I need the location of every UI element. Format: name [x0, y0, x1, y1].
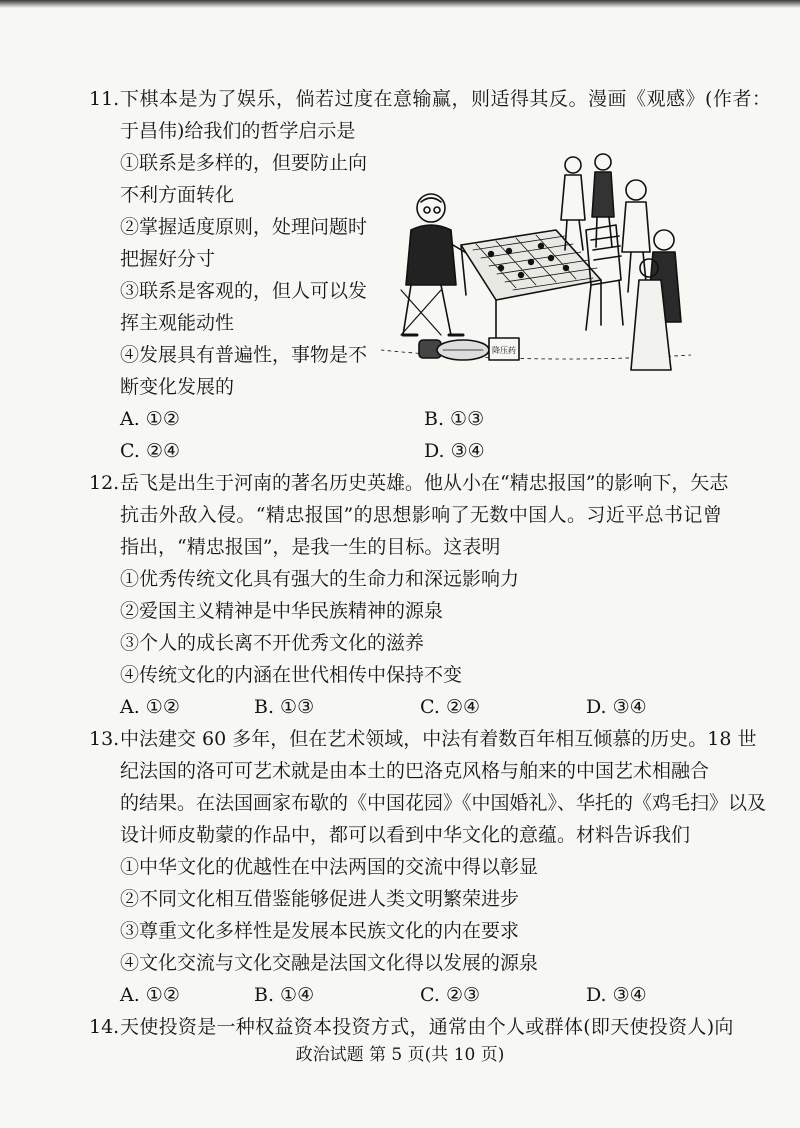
q11-statement-1b: 不利方面转化 — [120, 184, 235, 206]
q13-option-b: B. ①④ — [254, 984, 315, 1006]
q11-number: 11. — [89, 88, 120, 110]
q12-statement-1: ①优秀传统文化具有强大的生命力和深远影响力 — [120, 568, 520, 590]
q13-stem-line-3: 的结果。在法国画家布歇的《中国花园》《中国婚礼》、华托的《鸡毛扫》以及 — [120, 792, 767, 814]
q13-stem-line-4: 设计师皮勒蒙的作品中，都可以看到中华文化的意蕴。材料告诉我们 — [120, 824, 691, 846]
q13-option-a: A. ①② — [120, 984, 180, 1006]
q11-option-c: C. ②④ — [120, 440, 181, 462]
q13-statement-1: ①中华文化的优越性在中法两国的交流中得以彰显 — [120, 856, 539, 878]
q13-stem-line-2: 纪法国的洛可可艺术就是由本土的巴洛克风格与舶来的中国艺术相融合 — [120, 760, 710, 782]
q11-option-a: A. ①② — [120, 408, 180, 430]
q13-option-c: C. ②③ — [420, 984, 481, 1006]
q13-statement-4: ④文化交流与文化交融是法国文化得以发展的源泉 — [120, 952, 539, 974]
q11-statement-2a: ②掌握适度原则，处理问题时 — [120, 216, 368, 238]
scan-top-edge — [0, 0, 800, 8]
q12-option-a: A. ①② — [120, 696, 180, 718]
q11-statement-1a: ①联系是多样的，但要防止向 — [120, 152, 368, 174]
q11-statement-3b: 挥主观能动性 — [120, 312, 235, 334]
q12-stem-line-2: 抗击外敌入侵。“精忠报国”的思想影响了无数中国人。习近平总书记曾 — [120, 504, 723, 526]
q11-statement-4a: ④发展具有普遍性，事物是不 — [120, 344, 368, 366]
q11-option-b: B. ①③ — [424, 408, 485, 430]
q14-stem-line-1: 天使投资是一种权益资本投资方式，通常由个人或群体(即天使投资人)向 — [120, 1016, 734, 1038]
q12-stem-line-1: 岳飞是出生于河南的著名历史英雄。他从小在“精忠报国”的影响下，矢志 — [120, 472, 729, 494]
q12-statement-4: ④传统文化的内涵在世代相传中保持不变 — [120, 664, 463, 686]
q13-statement-3: ③尊重文化多样性是发展本民族文化的内在要求 — [120, 920, 520, 942]
chess-table — [461, 230, 601, 340]
cartoon-illustration — [381, 150, 691, 375]
q12-statement-2: ②爱国主义精神是中华民族精神的源泉 — [120, 600, 444, 622]
q13-stem-line-1: 中法建交 60 多年，但在艺术领域，中法有着数百年相互倾慕的历史。18 世 — [120, 728, 757, 750]
q11-statement-4b: 断变化发展的 — [120, 376, 235, 398]
medicine-label: 降压药 — [492, 346, 516, 355]
q12-option-d: D. ③④ — [586, 696, 647, 718]
q12-statement-3: ③个人的成长离不开优秀文化的滋养 — [120, 632, 425, 654]
q12-option-b: B. ①③ — [254, 696, 315, 718]
q12-stem-line-3: 指出，“精忠报国”，是我一生的目标。这表明 — [120, 536, 501, 558]
q13-option-d: D. ③④ — [586, 984, 647, 1006]
seated-man-figure — [401, 194, 478, 335]
q11-statement-3a: ③联系是客观的，但人可以发 — [120, 280, 368, 302]
q14-number: 14. — [89, 1016, 120, 1038]
q13-statement-2: ②不同文化相互借鉴能够促进人类文明繁荣进步 — [120, 888, 520, 910]
q11-stem-line-1: 下棋本是为了娱乐，倘若过度在意输赢，则适得其反。漫画《观感》(作者： — [120, 88, 772, 110]
q12-option-c: C. ②④ — [420, 696, 481, 718]
q12-number: 12. — [89, 472, 120, 494]
q11-stem-line-2: 于昌伟)给我们的哲学启示是 — [120, 120, 356, 142]
q13-number: 13. — [89, 728, 120, 750]
q11-option-d: D. ③④ — [424, 440, 485, 462]
q11-statement-2b: 把握好分寸 — [120, 248, 216, 270]
page-footer: 政治试题 第 5 页(共 10 页) — [295, 1045, 505, 1065]
